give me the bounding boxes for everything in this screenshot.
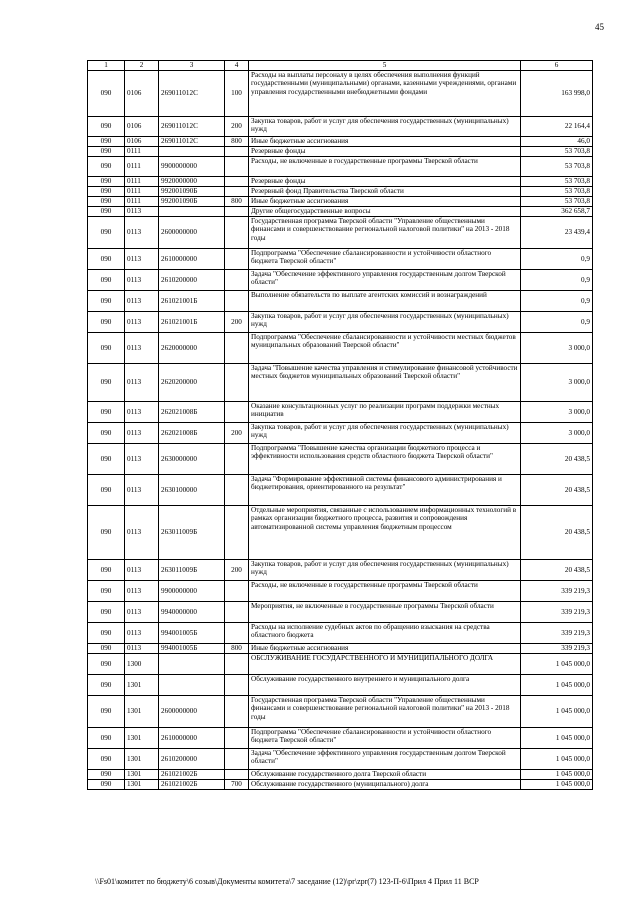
target-article-code: 263011009Б — [159, 560, 225, 581]
amount: 53 703,8 — [521, 187, 593, 197]
ministry-code: 090 — [88, 444, 125, 475]
ministry-code: 090 — [88, 312, 125, 333]
section-code: 1301 — [125, 770, 159, 780]
ministry-code: 090 — [88, 270, 125, 291]
section-code: 1301 — [125, 675, 159, 696]
table-row — [88, 147, 593, 157]
item-name: Мероприятия, не включенные в государственные программы Тверской области — [249, 602, 521, 623]
amount: 3 000,0 — [521, 333, 593, 364]
table-row — [88, 654, 593, 675]
expense-type-code: 200 — [225, 312, 249, 333]
table-row — [88, 117, 593, 137]
item-name: Подпрограмма "Обеспечение сбалансированности и устойчивости областного бюджета Тверской области" — [249, 728, 521, 749]
ministry-code: 090 — [88, 333, 125, 364]
target-article-code: 994001005Б — [159, 623, 225, 644]
expense-type-code — [225, 506, 249, 560]
section-code: 0113 — [125, 423, 159, 444]
table-row — [88, 675, 593, 696]
table-row — [88, 506, 593, 560]
section-code: 0113 — [125, 623, 159, 644]
amount: 1 045 000,0 — [521, 696, 593, 728]
ministry-code: 090 — [88, 207, 125, 217]
expense-type-code: 800 — [225, 137, 249, 147]
table-row — [88, 444, 593, 475]
section-code: 0113 — [125, 333, 159, 364]
expense-type-code: 200 — [225, 117, 249, 137]
expense-type-code — [225, 623, 249, 644]
section-code: 0113 — [125, 364, 159, 402]
amount: 1 045 000,0 — [521, 675, 593, 696]
expense-type-code — [225, 187, 249, 197]
table-row — [88, 312, 593, 333]
section-code: 0113 — [125, 644, 159, 654]
amount: 3 000,0 — [521, 423, 593, 444]
expense-type-code — [225, 207, 249, 217]
section-code: 0113 — [125, 506, 159, 560]
expense-type-code — [225, 602, 249, 623]
ministry-code: 090 — [88, 137, 125, 147]
amount: 53 703,8 — [521, 177, 593, 187]
amount: 53 703,8 — [521, 197, 593, 207]
item-name: Закупка товаров, работ и услуг для обеспечения государственных (муниципальных) нужд — [249, 117, 521, 137]
expense-type-code: 200 — [225, 423, 249, 444]
expense-type-code: 800 — [225, 644, 249, 654]
amount: 53 703,8 — [521, 157, 593, 177]
section-code: 0113 — [125, 602, 159, 623]
section-code: 0106 — [125, 117, 159, 137]
section-code: 0113 — [125, 249, 159, 270]
table-row — [88, 728, 593, 749]
table-row — [88, 364, 593, 402]
amount: 339 219,3 — [521, 602, 593, 623]
amount: 3 000,0 — [521, 402, 593, 423]
table-row — [88, 177, 593, 187]
target-article-code: 2610000000 — [159, 728, 225, 749]
table-row — [88, 137, 593, 147]
amount: 362 658,7 — [521, 207, 593, 217]
section-code: 0111 — [125, 157, 159, 177]
amount: 0,9 — [521, 312, 593, 333]
ministry-code: 090 — [88, 623, 125, 644]
expense-type-code — [225, 749, 249, 770]
ministry-code: 090 — [88, 581, 125, 602]
page-number: 45 — [595, 22, 604, 32]
expense-type-code — [225, 402, 249, 423]
item-name: Иные бюджетные ассигнования — [249, 644, 521, 654]
item-name: Задача "Формирование эффективной системы финансового администрирования и бюджетирования, ориентированного на результат" — [249, 475, 521, 506]
item-name: Резервные фонды — [249, 147, 521, 157]
table-row — [88, 696, 593, 728]
item-name: Выполнение обязательств по выплате агентских комиссий и вознаграждений — [249, 291, 521, 312]
section-code: 0113 — [125, 312, 159, 333]
target-article-code: 2610200000 — [159, 270, 225, 291]
ministry-code: 090 — [88, 402, 125, 423]
expense-type-code — [225, 444, 249, 475]
target-article-code: 9900000000 — [159, 581, 225, 602]
amount: 20 438,5 — [521, 444, 593, 475]
target-article-code: 9900000000 — [159, 157, 225, 177]
section-code: 0111 — [125, 147, 159, 157]
section-code: 0113 — [125, 291, 159, 312]
expense-type-code — [225, 728, 249, 749]
amount: 20 438,5 — [521, 475, 593, 506]
expense-type-code — [225, 333, 249, 364]
section-code: 0111 — [125, 187, 159, 197]
amount: 22 164,4 — [521, 117, 593, 137]
expense-type-code — [225, 364, 249, 402]
amount: 1 045 000,0 — [521, 728, 593, 749]
section-code: 1301 — [125, 728, 159, 749]
item-name: Отдельные мероприятия, связанные с использованием информационных технологий в рамках организации бюджетного процесса, развития и сопровождения автоматизированной системы управления бюджетным процессом — [249, 506, 521, 560]
target-article-code — [159, 147, 225, 157]
target-article-code — [159, 207, 225, 217]
item-name: Задача "Повышение качества управления и стимулирование финансовой устойчивости местных бюджетов муниципальных образований Тверской области" — [249, 364, 521, 402]
item-name: Расходы, не включенные в государственные программы Тверской области — [249, 581, 521, 602]
table-row — [88, 333, 593, 364]
expense-type-code — [225, 654, 249, 675]
target-article-code: 992001090Б — [159, 197, 225, 207]
expense-type-code — [225, 249, 249, 270]
table-header-row — [88, 61, 593, 71]
table-row — [88, 749, 593, 770]
amount: 339 219,3 — [521, 623, 593, 644]
item-name: Задача "Обеспечение эффективного управления государственным долгом Тверской области" — [249, 270, 521, 291]
section-code: 0113 — [125, 270, 159, 291]
budget-table — [87, 60, 593, 790]
item-name: Государственная программа Тверской области "Управление общественными финансами и совершенствование региональной налоговой политики" на 2013 - 2018 годы — [249, 696, 521, 728]
section-code: 0106 — [125, 71, 159, 117]
item-name: ОБСЛУЖИВАНИЕ ГОСУДАРСТВЕННОГО И МУНИЦИПАЛЬНОГО ДОЛГА — [249, 654, 521, 675]
table-row — [88, 644, 593, 654]
target-article-code: 994001005Б — [159, 644, 225, 654]
target-article-code: 263011009Б — [159, 506, 225, 560]
column-header: 1 — [88, 61, 125, 71]
table-row — [88, 249, 593, 270]
table-row — [88, 560, 593, 581]
table-row — [88, 423, 593, 444]
item-name: Обслуживание государственного внутреннего и муниципального долга — [249, 675, 521, 696]
amount: 0,9 — [521, 270, 593, 291]
ministry-code: 090 — [88, 147, 125, 157]
table-row — [88, 217, 593, 249]
ministry-code: 090 — [88, 602, 125, 623]
section-code: 0111 — [125, 177, 159, 187]
ministry-code: 090 — [88, 177, 125, 187]
amount: 0,9 — [521, 249, 593, 270]
table-row — [88, 780, 593, 790]
file-path-footer: \\Fs01\комитет по бюджету\6 созыв\Документы комитета\7 заседание (12)\pr\zpr(7) 123-П-6\Прил 4 Прил 11 ВСР — [95, 877, 479, 886]
amount: 339 219,3 — [521, 644, 593, 654]
ministry-code: 090 — [88, 217, 125, 249]
target-article-code: 2600000000 — [159, 696, 225, 728]
amount: 20 438,5 — [521, 560, 593, 581]
target-article-code — [159, 675, 225, 696]
amount: 23 439,4 — [521, 217, 593, 249]
ministry-code: 090 — [88, 644, 125, 654]
table-body — [88, 71, 593, 790]
section-code: 0106 — [125, 137, 159, 147]
table-row — [88, 291, 593, 312]
table-row — [88, 623, 593, 644]
expense-type-code — [225, 157, 249, 177]
ministry-code: 090 — [88, 117, 125, 137]
expense-type-code — [225, 177, 249, 187]
target-article-code: 992001090Б — [159, 187, 225, 197]
table-row — [88, 602, 593, 623]
amount: 53 703,8 — [521, 147, 593, 157]
section-code: 1301 — [125, 780, 159, 790]
item-name: Подпрограмма "Обеспечение сбалансированности и устойчивости областного бюджета Тверской области" — [249, 249, 521, 270]
ministry-code: 090 — [88, 506, 125, 560]
item-name: Закупка товаров, работ и услуг для обеспечения государственных (муниципальных) нужд — [249, 423, 521, 444]
ministry-code: 090 — [88, 157, 125, 177]
item-name: Резервные фонды — [249, 177, 521, 187]
column-header: 5 — [249, 61, 521, 71]
table-row — [88, 402, 593, 423]
table-row — [88, 475, 593, 506]
amount: 1 045 000,0 — [521, 770, 593, 780]
target-article-code: 269011012С — [159, 117, 225, 137]
expense-type-code — [225, 696, 249, 728]
ministry-code: 090 — [88, 780, 125, 790]
section-code: 0113 — [125, 444, 159, 475]
section-code: 1301 — [125, 696, 159, 728]
ministry-code: 090 — [88, 654, 125, 675]
expense-type-code — [225, 147, 249, 157]
section-code: 0113 — [125, 475, 159, 506]
expense-type-code: 100 — [225, 71, 249, 117]
item-name: Обслуживание государственного долга Тверской области — [249, 770, 521, 780]
section-code: 1300 — [125, 654, 159, 675]
ministry-code: 090 — [88, 728, 125, 749]
item-name: Закупка товаров, работ и услуг для обеспечения государственных (муниципальных) нужд — [249, 312, 521, 333]
expense-type-code — [225, 217, 249, 249]
target-article-code: 261021002Б — [159, 770, 225, 780]
item-name: Расходы, не включенные в государственные программы Тверской области — [249, 157, 521, 177]
item-name: Другие общегосударственные вопросы — [249, 207, 521, 217]
target-article-code: 2610200000 — [159, 749, 225, 770]
target-article-code: 262021008Б — [159, 402, 225, 423]
section-code: 1301 — [125, 749, 159, 770]
column-header: 6 — [521, 61, 593, 71]
column-header: 4 — [225, 61, 249, 71]
ministry-code: 090 — [88, 364, 125, 402]
section-code: 0113 — [125, 560, 159, 581]
target-article-code: 9940000000 — [159, 602, 225, 623]
item-name: Подпрограмма "Повышение качества организации бюджетного процесса и эффективности использования средств областного бюджета Тверской области" — [249, 444, 521, 475]
ministry-code: 090 — [88, 560, 125, 581]
amount: 1 045 000,0 — [521, 749, 593, 770]
target-article-code: 2630100000 — [159, 475, 225, 506]
item-name: Расходы на исполнение судебных актов по обращению взыскания на средства областного бюджета — [249, 623, 521, 644]
amount: 163 998,0 — [521, 71, 593, 117]
ministry-code: 090 — [88, 770, 125, 780]
item-name: Закупка товаров, работ и услуг для обеспечения государственных (муниципальных) нужд — [249, 560, 521, 581]
target-article-code: 2630000000 — [159, 444, 225, 475]
table-row — [88, 71, 593, 117]
ministry-code: 090 — [88, 249, 125, 270]
ministry-code: 090 — [88, 675, 125, 696]
table-row — [88, 207, 593, 217]
target-article-code: 262021008Б — [159, 423, 225, 444]
table-row — [88, 770, 593, 780]
expense-type-code — [225, 675, 249, 696]
section-code: 0113 — [125, 402, 159, 423]
target-article-code: 9920000000 — [159, 177, 225, 187]
section-code: 0113 — [125, 217, 159, 249]
item-name: Оказание консультационных услуг по реализации программ поддержки местных инициатив — [249, 402, 521, 423]
ministry-code: 090 — [88, 475, 125, 506]
item-name: Обслуживание государственного (муниципального) долга — [249, 780, 521, 790]
target-article-code: 2620200000 — [159, 364, 225, 402]
target-article-code: 261021001Б — [159, 291, 225, 312]
amount: 0,9 — [521, 291, 593, 312]
item-name: Задача "Обеспечение эффективного управления государственным долгом Тверской области" — [249, 749, 521, 770]
expense-type-code — [225, 291, 249, 312]
section-code: 0113 — [125, 207, 159, 217]
item-name: Иные бюджетные ассигнования — [249, 137, 521, 147]
target-article-code: 269011012С — [159, 71, 225, 117]
expense-type-code — [225, 581, 249, 602]
item-name: Государственная программа Тверской области "Управление общественными финансами и совершенствование региональной налоговой политики" на 2013 - 2018 годы — [249, 217, 521, 249]
ministry-code: 090 — [88, 749, 125, 770]
item-name: Резервный фонд Правительства Тверской области — [249, 187, 521, 197]
target-article-code: 2620000000 — [159, 333, 225, 364]
expense-type-code — [225, 770, 249, 780]
target-article-code: 269011012С — [159, 137, 225, 147]
table-row — [88, 581, 593, 602]
target-article-code: 2600000000 — [159, 217, 225, 249]
ministry-code: 090 — [88, 696, 125, 728]
ministry-code: 090 — [88, 71, 125, 117]
ministry-code: 090 — [88, 197, 125, 207]
target-article-code: 2610000000 — [159, 249, 225, 270]
column-header: 2 — [125, 61, 159, 71]
item-name: Подпрограмма "Обеспечение сбалансированности и устойчивости местных бюджетов муниципальных образований Тверской области" — [249, 333, 521, 364]
expense-type-code — [225, 475, 249, 506]
target-article-code — [159, 654, 225, 675]
amount: 46,0 — [521, 137, 593, 147]
table-row — [88, 157, 593, 177]
table-row — [88, 187, 593, 197]
amount: 339 219,3 — [521, 581, 593, 602]
expense-type-code: 700 — [225, 780, 249, 790]
section-code: 0111 — [125, 197, 159, 207]
table-row — [88, 197, 593, 207]
ministry-code: 090 — [88, 187, 125, 197]
amount: 3 000,0 — [521, 364, 593, 402]
target-article-code: 261021002Б — [159, 780, 225, 790]
section-code: 0113 — [125, 581, 159, 602]
ministry-code: 090 — [88, 423, 125, 444]
item-name: Иные бюджетные ассигнования — [249, 197, 521, 207]
table-row — [88, 270, 593, 291]
expense-type-code: 800 — [225, 197, 249, 207]
ministry-code: 090 — [88, 291, 125, 312]
amount: 1 045 000,0 — [521, 780, 593, 790]
column-header: 3 — [159, 61, 225, 71]
expense-type-code: 200 — [225, 560, 249, 581]
item-name: Расходы на выплаты персоналу в целях обеспечения выполнения функций государственными (муниципальными) органами, казенными учреждениями, органами управления государственными внебюджетными фондами — [249, 71, 521, 117]
expense-type-code — [225, 270, 249, 291]
target-article-code: 261021001Б — [159, 312, 225, 333]
amount: 1 045 000,0 — [521, 654, 593, 675]
amount: 20 438,5 — [521, 506, 593, 560]
